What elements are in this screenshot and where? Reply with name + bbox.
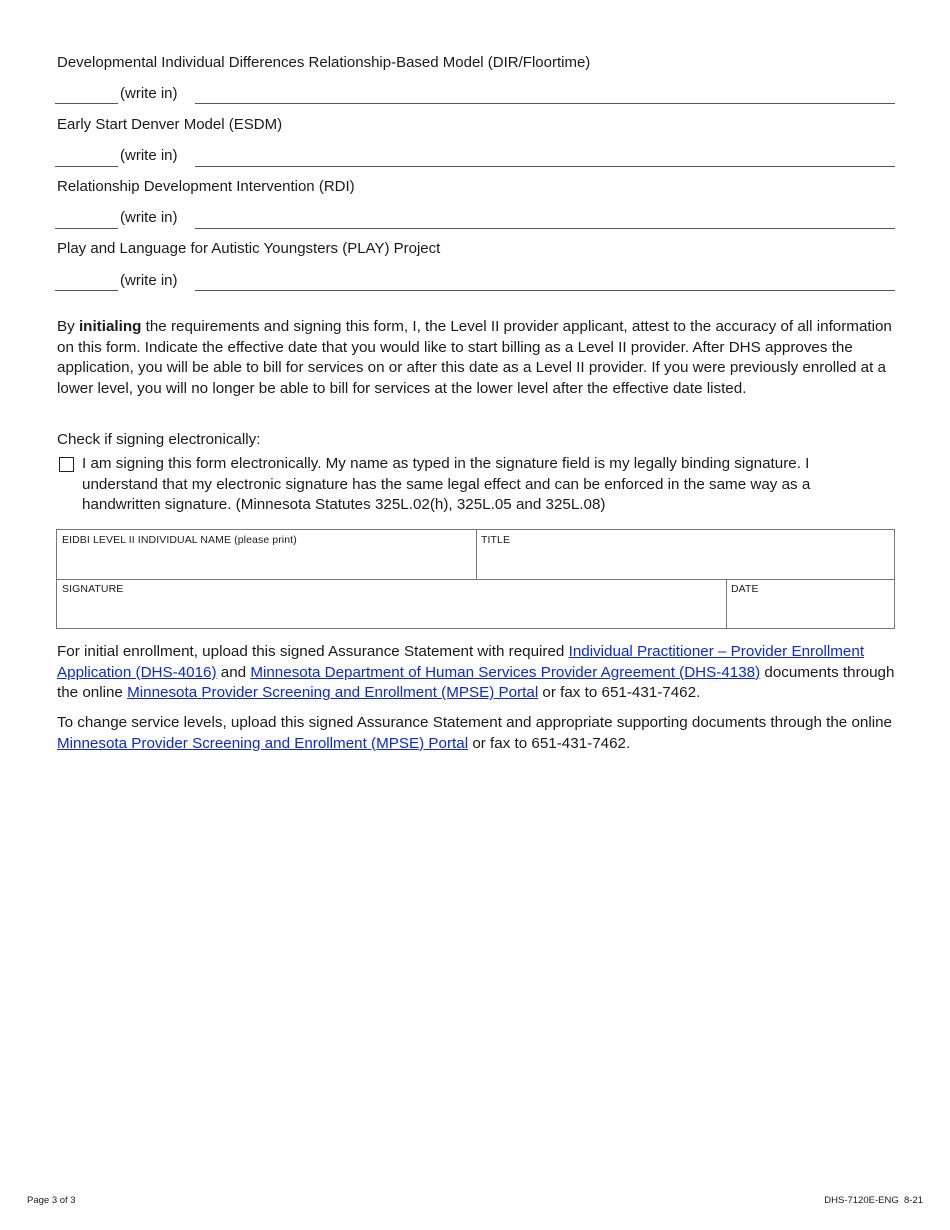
model-title-rdi: Relationship Development Intervention (RDI) (57, 178, 355, 195)
electronic-signature-statement: I am signing this form electronically. My name as typed in the signature field is my legally binding signature. I understand that my electronic signature has the same legal effect and can be enforced in the same way as a handwritten signature. (Minnesota Statutes 325L.02(h), 325L.05 and 325L.08) (82, 455, 811, 514)
attestation-bold-word: initialing (78, 318, 142, 335)
dhs-4016-link[interactable]: Individual Practitioner – Provider Enrollment Application (DHS-4016) (57, 643, 865, 681)
model-title-play-project: Play and Language for Autistic Youngsters (PLAY) Project (57, 240, 441, 257)
signature-table (56, 529, 895, 629)
initials-field-esdm[interactable] (55, 166, 118, 167)
change-levels-text: or fax to 651-431-7462. (468, 734, 631, 752)
initials-field-dir-floortime[interactable] (55, 103, 118, 104)
model-title-dir-floortime: Developmental Individual Differences Relationship-Based Model (DIR/Floortime) (57, 54, 591, 71)
initials-field-play-project[interactable] (55, 290, 118, 291)
electronic-signature-checkbox[interactable] (59, 457, 74, 472)
initial-enrollment-text: documents through the online (57, 663, 895, 702)
mpse-portal-link[interactable]: Minnesota Provider Screening and Enrollment (MPSE) Portal (57, 734, 469, 752)
page-number: Page 3 of 3 (27, 1195, 76, 1206)
initial-enrollment-text: For initial enrollment, upload this signed Assurance Statement with required (57, 643, 569, 660)
initial-enrollment-text: and (216, 663, 251, 681)
change-levels-paragraph (57, 713, 897, 754)
initials-field-rdi[interactable] (55, 228, 118, 229)
write-in-label: (write in) (120, 272, 178, 289)
name-field[interactable] (57, 530, 476, 579)
initial-enrollment-paragraph (57, 642, 897, 704)
model-title-esdm: Early Start Denver Model (ESDM) (57, 116, 283, 133)
write-in-field-dir-floortime[interactable] (195, 103, 895, 104)
date-field[interactable] (726, 579, 894, 628)
signature-field-label: SIGNATURE (62, 583, 124, 595)
title-field[interactable] (476, 530, 894, 579)
change-levels-text: To change service levels, upload this signed Assurance Statement and appropriate supporting documents through the online (57, 714, 892, 731)
name-field-label: EIDBI LEVEL II INDIVIDUAL NAME (please print) (62, 534, 297, 546)
title-field-label: TITLE (481, 534, 511, 546)
initial-enrollment-text: or fax to 651-431-7462. (538, 684, 701, 702)
signature-field[interactable] (57, 579, 726, 628)
dhs-4138-link[interactable]: Minnesota Department of Human Services Provider Agreement (DHS-4138) (250, 663, 761, 681)
write-in-field-play-project[interactable] (195, 290, 895, 291)
write-in-label: (write in) (120, 85, 178, 102)
mpse-portal-link[interactable]: Minnesota Provider Screening and Enrollment (MPSE) Portal (127, 684, 539, 702)
write-in-label: (write in) (120, 147, 178, 164)
attestation-paragraph (57, 317, 897, 399)
electronic-signing-label: Check if signing electronically: (57, 431, 261, 448)
write-in-field-rdi[interactable] (195, 228, 895, 229)
attestation-prefix: By (57, 318, 79, 335)
write-in-field-esdm[interactable] (195, 166, 895, 167)
write-in-label: (write in) (120, 209, 178, 226)
date-field-label: DATE (731, 583, 759, 595)
attestation-text: the requirements and signing this form, I, the Level II provider applicant, attest to the accuracy of all information on this form. Indicate the effective date that you would like to start billing as a Level II provider. After DHS approves the application, you will be able to bill for services on or after this date as a Level II provider. If you were previously enrolled at a lower level, you will no longer be able to bill for services at the lower level after the effective date listed. (57, 318, 892, 397)
form-id: DHS-7120E-ENG 8-21 (824, 1195, 923, 1206)
